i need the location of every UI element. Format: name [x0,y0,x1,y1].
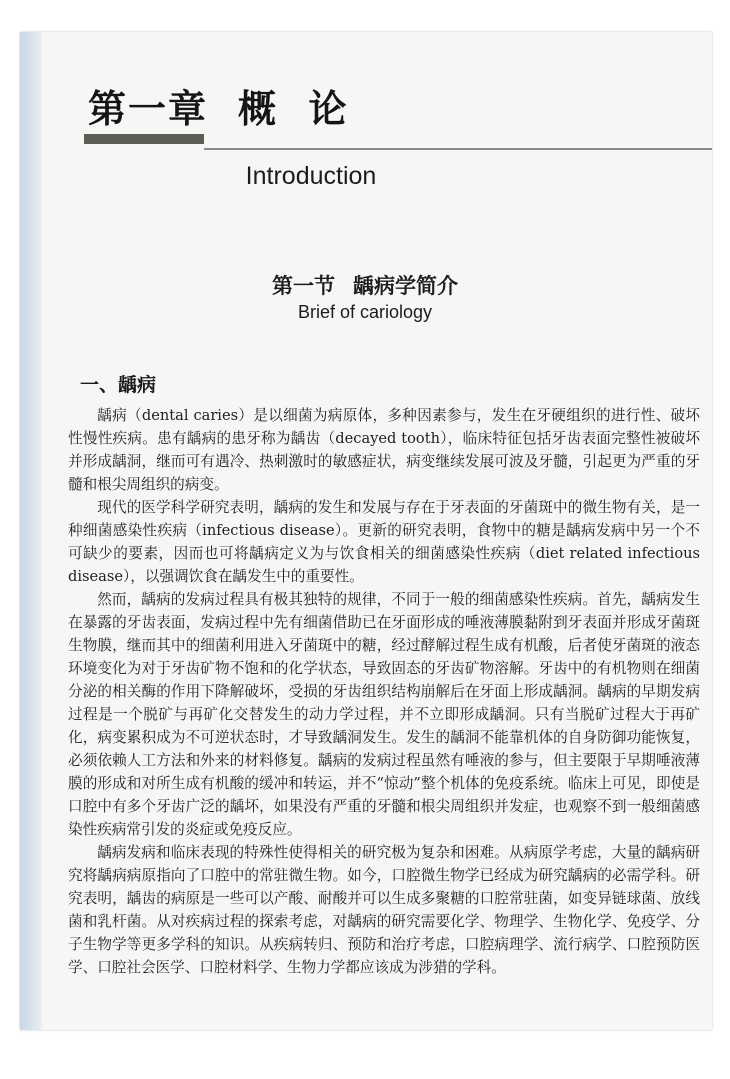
chapter-underline-bar [84,134,204,144]
section-title [200,270,530,300]
section-name: 龋病学简介 [353,273,458,298]
subsection-heading: 一、龋病 [80,374,157,396]
chapter-number: 第一章 [88,86,209,131]
paragraph: 现代的医学科学研究表明，龋病的发生和发展与存在于牙表面的牙菌斑中的微生物有关，是一种细菌感染性疾病（infectious disease）。更新的研究表明，食物中的糖是龋病发病中另一个不可缺少的要素，因而也可将龋病定义为与饮食相关的细菌感染性疾病（diet related infectious disease），以强调饮食在龋发生中的重要性。 [68,499,700,585]
paragraph: 龋病（dental caries）是以细菌为病原体，多种因素参与，发生在牙硬组织的进行性、破坏性慢性疾病。患有龋病的患牙称为龋齿（decayed tooth），临床特征包括牙齿表面完整性被破坏并形成龋洞，继而可有遇冷、热刺激时的敏感症状，病变继续发展可波及牙髓，引起更为严重的牙髓和根尖周组织的病变。 [68,407,700,493]
chapter-divider-rule [204,148,712,150]
paragraph: 龋病发病和临床表现的特殊性使得相关的研究极为复杂和困难。从病原学考虑，大量的龋病研究将龋病病原指向了口腔中的常驻微生物。如今，口腔微生物学已经成为研究龋病的必需学科。研究表明，龋齿的病原是一些可以产酸、耐酸并可以生成多聚糖的口腔常驻菌，如变异链球菌、放线菌和乳杆菌。从对疾病过程的探索考虑，对龋病的研究需要化学、物理学、生物化学、免疫学、分子生物学等更多学科的知识。从疾病转归、预防和治疗考虑，口腔病理学、流行病学、口腔预防医学、口腔社会医学、口腔材料学、生物力学都应该成为涉猎的学科。 [68,844,700,976]
paragraph: 然而，龋病的发病过程具有极其独特的规律，不同于一般的细菌感染性疾病。首先，龋病发生在暴露的牙齿表面，发病过程中先有细菌借助已在牙面形成的唾液薄膜黏附到牙表面并形成牙菌斑生物膜，继而其中的细菌利用进入牙菌斑中的糖，经过酵解过程生成有机酸，后者使牙菌斑的液态环境变化为对于牙齿矿物不饱和的化学状态，导致固态的牙齿矿物溶解。牙齿中的有机物则在细菌分泌的相关酶的作用下降解破坏，受损的牙齿组织结构崩解后在牙面上形成龋洞。龋病的早期发病过程是一个脱矿与再矿化交替发生的动力学过程，并不立即形成龋洞。只有当脱矿过程大于再矿化，病变累积成为不可逆状态时，才导致龋洞发生。发生的龋洞不能靠机体的自身防御功能恢复，必须依赖人工方法和外来的材料修复。龋病的发病过程虽然有唾液的参与，但主要限于早期唾液薄膜的形成和对所生成有机酸的缓冲和转运，并不“惊动”整个机体的免疫系统。临床上可见，即使是口腔中有多个牙齿广泛的龋坏，如果没有严重的牙髓和根尖周组织并发症，也观察不到一般细菌感染性疾病常引发的炎症或免疫反应。 [68,591,700,838]
chapter-title [88,78,348,133]
section-title-english: Brief of cariology [297,302,433,322]
body-text [68,404,700,979]
chapter-title-english: Introduction [245,162,377,190]
section-number: 第一节 [272,273,335,298]
chapter-name: 概 论 [238,86,349,131]
